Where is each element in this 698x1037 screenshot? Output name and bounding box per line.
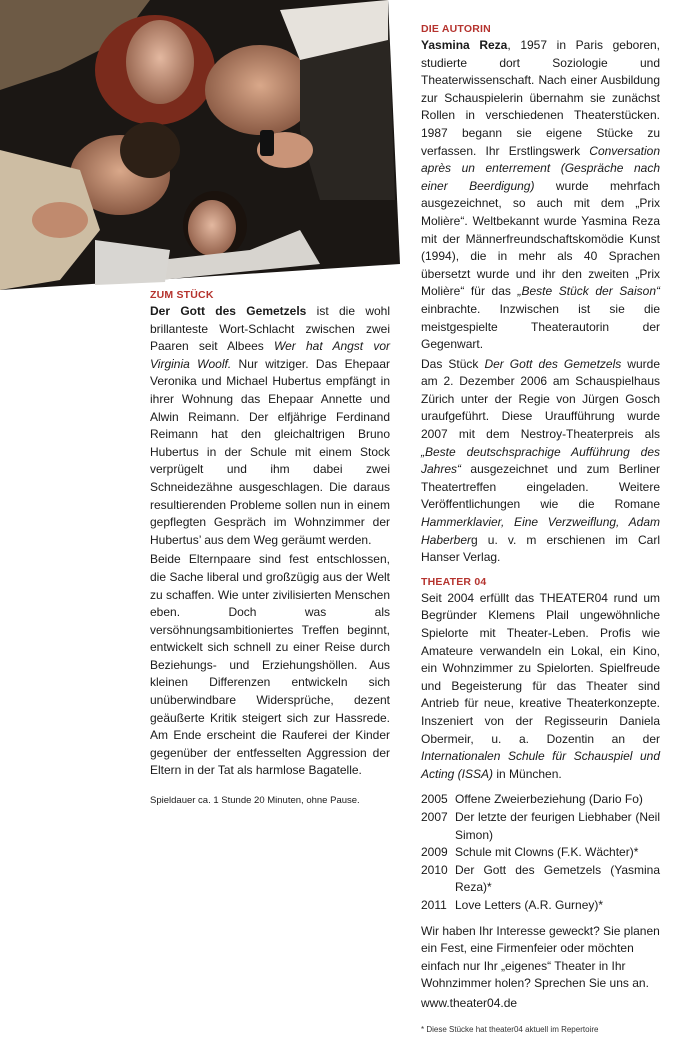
zum-stueck-paragraph-2: Beide Elternpaare sind fest entschlossen, die Sache liberal und großzügig aus der Welt zu schaffen. Wie unter zivilisierten Menschen eben. Doch was als versöhnungsambitioniertes Treffen beginnt, entwickelt sich schnell zu einer Reise durch Beziehungs- und Erziehungshöllen. Aus kleinen Differenzen entwickeln sich unüberwindbare Widersprüche, dezent geäußerte Kritik steigert sich zur Hassrede. Am Ende erscheint die Rauferei der Kinder gegenüber der entfesselten Aggression der Eltern in der Tat als harmlose Bagatelle. [150, 552, 390, 778]
website-link[interactable]: www.theater04.de [421, 995, 518, 1010]
list-item [421, 844, 660, 862]
zum-stueck-heading: ZUM STÜCK [150, 289, 214, 301]
italic-title: Wer hat Angst vor Virginia Woolf. [150, 339, 390, 371]
italic-title: Internationalen Schule für Schauspiel und Acting (ISSA) [421, 749, 660, 781]
text-span: wurde am 2. Dezember 2006 am Schauspielhaus Zürich unter der Regie von Jürgen Gosch uraufgeführt. Diese Uraufführung wurde 2007 mit dem Nestroy-Theaterpreis als [421, 356, 660, 442]
production-title: Der Gott des Gemetzels (Yasmina Reza)* [455, 862, 660, 895]
production-year: 2007 [421, 809, 448, 824]
list-item [421, 862, 660, 897]
duration-note: Spieldauer ca. 1 Stunde 20 Minuten, ohne Pause. [150, 795, 360, 807]
contact-question: Wir haben Ihr Interesse geweckt? Sie planen ein Fest, eine Firmenfeier oder möchten einfach nur Ihr „eigenes“ Theater in Ihr Wohnzimmer holen? Sprechen Sie uns an. [421, 923, 660, 991]
production-year: 2010 [421, 862, 448, 877]
production-year: 2009 [421, 845, 448, 860]
list-item [421, 809, 660, 844]
text-span: , 1957 in Paris geboren, studierte dort Soziologie und Theaterwissenschaft. Nach einer Ausbildung zur Schauspielerin übernahm sie zunächst Rollen in verschiedenen Theaterstücken. 1987 begann sie eigene Stücke zu verfassen. Ihr Erstlingswerk [421, 38, 661, 158]
autorin-heading: DIE AUTORIN [421, 23, 491, 35]
text-span: in München. [493, 766, 562, 781]
zum-stueck-section [150, 288, 390, 809]
text-span: Nur witziger. Das Ehepaar Veronika und Michael Hubertus empfängt in ihrer Wohnung das Ehepaar Annette und Alwin Reimann. Der elfjährige Ferdinand Reimann hat den gleichaltrigen Bruno Hubertus in der Schule mit einem Stock verprügelt und ihm dabei zwei Schneidezähne ausgeschlagen. Die daraus resultierenden Probleme sollen nun in einem gepflegten Gespräch im Wohnzimmer der Hubertus’ aus dem Weg geräumt werden. [150, 356, 390, 547]
italic-title: Hammerklavier, Eine Verzweiflung, Adam Haberber [421, 515, 660, 547]
repertoire-footnote: * Diese Stücke hat theater04 aktuell im Repertoire [421, 1025, 599, 1035]
play-title: Der Gott des Gemetzels [150, 304, 307, 318]
productions-list [421, 791, 660, 914]
theater04-paragraph [421, 590, 660, 784]
text-span: ausgezeichnet und zum Berliner Theatertreffen eingeladen. Weitere Veröffentlichungen wie die Romane [421, 462, 660, 512]
text-span: Das Stück [421, 356, 485, 371]
production-title: Der letzte der feurigen Liebhaber (Neil Simon) [455, 809, 660, 842]
production-title: Offene Zweierbeziehung (Dario Fo) [455, 792, 643, 807]
italic-title: „Beste deutschsprachige Aufführung des Jahres“ [421, 444, 660, 477]
text-span: einbrachte. Inzwischen ist sie die meistgespielte Theaterautorin der Gegenwart. [421, 301, 660, 352]
production-title: Schule mit Clowns (F.K. Wächter)* [455, 845, 639, 860]
italic-title: „Beste Stück der Saison“ [517, 284, 660, 299]
production-title: Love Letters (A.R. Gurney)* [455, 897, 604, 912]
theater04-heading: THEATER 04 [421, 575, 487, 588]
text-span: ist die wohl brillanteste Wort-Schlacht zwischen zwei Paaren seit Albees [150, 304, 391, 354]
text-span: wurde mehrfach ausgezeichnet, so auch mit dem „Prix Molière“. Weltbekannt wurde Yasmina Reza mit der Männerfreundschaftskomödie Kunst (1994), die in mehr als 40 Sprachen übersetzt wurde und ihr den zweiten „Prix Molière“ für das [421, 178, 661, 299]
cast-photo [0, 0, 400, 290]
italic-title: Der Gott des Gemetzels [484, 356, 622, 371]
text-span: Seit 2004 erfüllt das THEATER04 rund um Begründer Klemens Plail ungewöhnliche Spielorte mit Theater-Leben. Profis wie Amateure verwandeln ein Lokal, ein Kino, ein Wohnzimmer zu Spielorten. Spielfreude und Begeisterung für das Theater sind Antrieb für neue, kreative Theaterkonzepte. Inszeniert von der Regisseurin Daniela Obermeir, u. a. Dozentin an der [421, 590, 660, 746]
production-year: 2005 [421, 792, 448, 807]
italic-title: Conversation après un enterrement (Gespräche nach einer Beerdigung) [421, 143, 660, 193]
list-item [421, 791, 660, 809]
autorin-paragraph-1 [421, 37, 660, 354]
author-name: Yasmina Reza [421, 38, 508, 52]
list-item [421, 897, 660, 915]
autorin-paragraph-2 [421, 356, 660, 567]
text-span: g u. v. m erschienen im Carl Hanser Verlag. [421, 532, 660, 565]
right-column [421, 22, 660, 1037]
zum-stueck-paragraph-1 [150, 303, 390, 549]
production-year: 2011 [421, 897, 447, 912]
